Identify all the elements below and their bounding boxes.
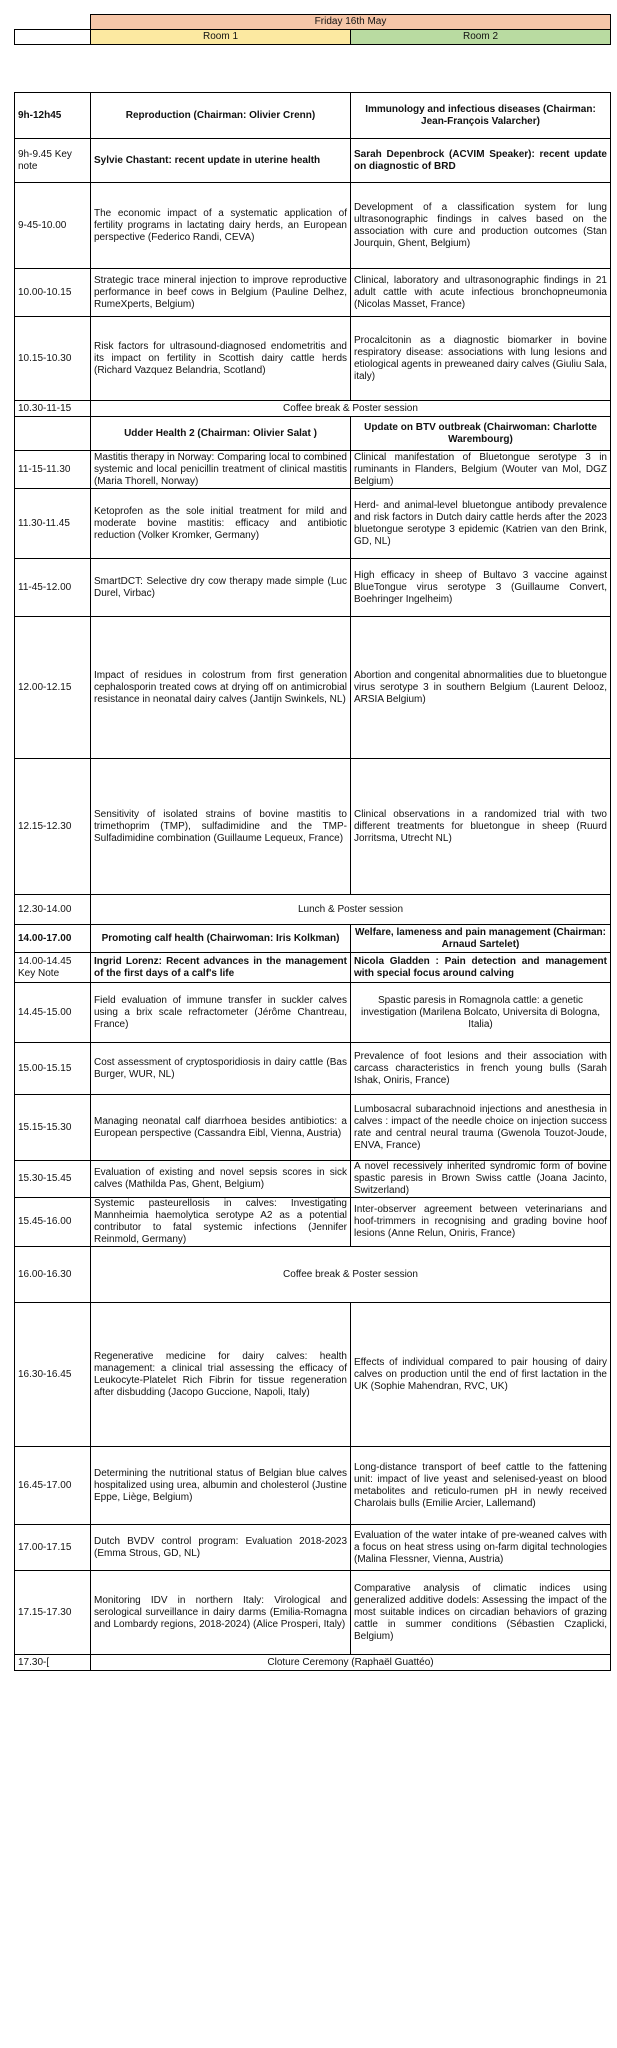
time-slot: 11.30-11.45 [15,489,91,559]
time-slot: 11-45-12.00 [15,559,91,617]
time-slot: 15.45-16.00 [15,1198,91,1247]
room2-header: Room 2 [351,30,611,45]
schedule-row [15,489,611,559]
room2-cell: Clinical, laboratory and ultrasonographic findings in 21 adult cattle with acute infectious bronchopneumonia (Nicolas Masset, France) [351,269,611,317]
schedule-row [15,559,611,617]
schedule-row [15,983,611,1043]
header-spacer [15,15,91,30]
room1-cell: Managing neonatal calf diarrhoea besides antibiotics: a European perspective (Cassandra Eibl, Vienna, Austria) [91,1095,351,1161]
room2-cell: Effects of individual compared to pair housing of dairy calves on production until the end of first lactation in the UK (Sophie Mahendran, RVC, UK) [351,1303,611,1447]
time-slot: 9h-12h45 [15,93,91,139]
schedule-row [15,1655,611,1671]
room2-cell: Development of a classification system for lung ultrasonographic findings in calves based on the association with cure and production outcomes (Stan Jourquin, Ghent, Belgium) [351,183,611,269]
room2-cell: Immunology and infectious diseases (Chairman: Jean-François Valarcher) [351,93,611,139]
room1-cell: Systemic pasteurellosis in calves: Investigating Mannheimia haemolytica serotype A2 as a potential contributor to fatal systemic infections (Jennifer Reinmold, Germany) [91,1198,351,1247]
room2-cell: A novel recessively inherited syndromic form of bovine spastic paresis in Brown Swiss cattle (Joana Jacinto, Switzerland) [351,1161,611,1198]
room1-cell: Regenerative medicine for dairy calves: health management: a clinical trial assessing the efficacy of Leukocyte-Platelet Rich Fibrin for tissue regeneration after disbudding (Jacopo Guccione, Napoli, Italy) [91,1303,351,1447]
schedule-row [15,1198,611,1247]
schedule-row [15,1303,611,1447]
room1-cell: Evaluation of existing and novel sepsis scores in sick calves (Mathilda Pas, Ghent, Belgium) [91,1161,351,1198]
room2-cell: Prevalence of foot lesions and their association with carcass characteristics in french young bulls (Sarah Ishak, Oniris, France) [351,1043,611,1095]
room1-cell: Promoting calf health (Chairwoman: Iris Kolkman) [91,925,351,953]
room2-cell: Comparative analysis of climatic indices using generalized additive dodels: Assessing the impact of the most suitable indices on circadian behaviors of grazing cattle in summer conditions (Sébastien Czaplicki, Belgium) [351,1571,611,1655]
room2-cell: Spastic paresis in Romagnola cattle: a genetic investigation (Marilena Bolcato, Universita di Bologna, Italia) [351,983,611,1043]
room2-cell: Evaluation of the water intake of pre-weaned calves with a focus on heat stress using on-farm digital technologies (Malina Flessner, Vienna, Austria) [351,1525,611,1571]
schedule-row [15,953,611,983]
schedule-row [15,925,611,953]
day-title: Friday 16th May [91,15,611,30]
schedule-row [15,93,611,139]
time-slot: 15.15-15.30 [15,1095,91,1161]
room1-cell: Determining the nutritional status of Belgian blue calves hospitalized using urea, albumin and cholesterol (Justine Eppe, Liège, Belgium) [91,1447,351,1525]
schedule-row [15,759,611,895]
time-slot: 17.00-17.15 [15,1525,91,1571]
time-slot: 10.15-10.30 [15,317,91,401]
schedule-row [15,1095,611,1161]
room2-cell: Sarah Depenbrock (ACVIM Speaker): recent update on diagnostic of BRD [351,139,611,183]
time-slot: 12.30-14.00 [15,895,91,925]
room1-cell: Sensitivity of isolated strains of bovine mastitis to trimethoprim (TMP), sulfadimidine and the TMP-Sulfadimidine combination (Guillaume Lequeux, France) [91,759,351,895]
room1-cell: Reproduction (Chairman: Olivier Crenn) [91,93,351,139]
schedule-row [15,401,611,417]
room2-cell: Welfare, lameness and pain management (Chairman: Arnaud Sartelet) [351,925,611,953]
room1-cell: Dutch BVDV control program: Evaluation 2018-2023 (Emma Strous, GD, NL) [91,1525,351,1571]
time-slot: 9-45-10.00 [15,183,91,269]
room1-cell: Cost assessment of cryptosporidiosis in dairy cattle (Bas Burger, WUR, NL) [91,1043,351,1095]
room1-cell: The economic impact of a systematic application of fertility programs in lactating dairy herds, an European perspective (Federico Randi, CEVA) [91,183,351,269]
room2-cell: Clinical manifestation of Bluetongue serotype 3 in ruminants in Flanders, Belgium (Wouter van Mol, DGZ Belgium) [351,451,611,489]
time-slot: 16.30-16.45 [15,1303,91,1447]
room2-cell: Abortion and congenital abnormalities due to bluetongue virus serotype 3 in southern Belgium (Laurent Delooz, ARSIA Belgium) [351,617,611,759]
room2-cell: Procalcitonin as a diagnostic biomarker in bovine respiratory disease: associations with lung lesions and etiological agents in preweaned dairy calves (Giuliu Sala, italy) [351,317,611,401]
room1-cell: Mastitis therapy in Norway: Comparing local to combined systemic and local penicillin treatment of clinical mastitis (Maria Thorell, Norway) [91,451,351,489]
header-time-blank [15,30,91,45]
room1-cell: Sylvie Chastant: recent update in uterine health [91,139,351,183]
time-slot: 15.00-15.15 [15,1043,91,1095]
room1-cell: Strategic trace mineral injection to improve reproductive performance in beef cows in Belgium (Pauline Delhez, RumeXperts, Belgium) [91,269,351,317]
schedule-table [14,92,611,1671]
schedule-row [15,317,611,401]
time-slot: 16.45-17.00 [15,1447,91,1525]
schedule-header [14,14,611,45]
room1-cell: Monitoring IDV in northern Italy: Virological and serological surveillance in dairy darms (Emilia-Romagna and Lombardy regions, 2018-2024) (Alice Prosperi, Italy) [91,1571,351,1655]
schedule-row [15,1571,611,1655]
schedule-row [15,417,611,451]
room2-cell: High efficacy in sheep of Bultavo 3 vaccine against BlueTongue virus serotype 3 (Guillaume Convert, Boehringer Ingelheim) [351,559,611,617]
room2-cell: Clinical observations in a randomized trial with two different treatments for bluetongue in sheep (Ruurd Jorritsma, Utrecht NL) [351,759,611,895]
schedule-row [15,269,611,317]
time-slot: 9h-9.45 Key note [15,139,91,183]
time-slot: 14.00-14.45 Key Note [15,953,91,983]
schedule-row [15,139,611,183]
schedule-row [15,183,611,269]
time-slot: 17.30-[ [15,1655,91,1671]
time-slot: 11-15-11.30 [15,451,91,489]
schedule-row [15,895,611,925]
room2-cell: Lumbosacral subarachnoid injections and anesthesia in calves : impact of the needle choice on injection success rate and central neural trauma (Gwenola Touzot-Joude, ENVA, France) [351,1095,611,1161]
time-slot: 17.15-17.30 [15,1571,91,1655]
break-label: Cloture Ceremony (Raphaël Guattéo) [91,1655,611,1671]
time-slot: 15.30-15.45 [15,1161,91,1198]
room1-cell: Udder Health 2 (Chairman: Olivier Salat ) [91,417,351,451]
break-label: Lunch & Poster session [91,895,611,925]
room2-cell: Nicola Gladden : Pain detection and management with special focus around calving [351,953,611,983]
schedule-row [15,1247,611,1303]
time-slot: 16.00-16.30 [15,1247,91,1303]
schedule-row [15,617,611,759]
schedule-row [15,1043,611,1095]
schedule-row [15,1161,611,1198]
schedule-row [15,1525,611,1571]
room2-cell: Long-distance transport of beef cattle to the fattening unit: impact of live yeast and selenised-yeast on blood metabolites and reticulo-rumen pH in newly received Charolais bulls (Emilie Arcier, Lallemand) [351,1447,611,1525]
time-slot: 14.45-15.00 [15,983,91,1043]
room1-cell: SmartDCT: Selective dry cow therapy made simple (Luc Durel, Virbac) [91,559,351,617]
room1-cell: Ingrid Lorenz: Recent advances in the management of the first days of a calf's life [91,953,351,983]
time-slot: 12.15-12.30 [15,759,91,895]
time-slot [15,417,91,451]
schedule-row [15,1447,611,1525]
time-slot: 12.00-12.15 [15,617,91,759]
room1-cell: Ketoprofen as the sole initial treatment for mild and moderate bovine mastitis: efficacy and antibiotic reduction (Volker Kromker, Germany) [91,489,351,559]
break-label: Coffee break & Poster session [91,401,611,417]
time-slot: 10.30-11-15 [15,401,91,417]
schedule-row [15,451,611,489]
room2-cell: Update on BTV outbreak (Chairwoman: Charlotte Warembourg) [351,417,611,451]
room1-cell: Field evaluation of immune transfer in suckler calves using a brix scale refractometer (Jérôme Chantreau, France) [91,983,351,1043]
room1-cell: Impact of residues in colostrum from first generation cephalosporin treated cows at drying off on antimicrobial resistance in neonatal dairy calves (Jantijn Swinkels, NL) [91,617,351,759]
room1-cell: Risk factors for ultrasound-diagnosed endometritis and its impact on fertility in Scottish dairy cattle herds (Richard Vazquez Belandria, Scotland) [91,317,351,401]
time-slot: 10.00-10.15 [15,269,91,317]
room2-cell: Inter-observer agreement between veterinarians and hoof-trimmers in recognising and grading bovine hoof lesions (Anne Relun, Oniris, France) [351,1198,611,1247]
time-slot: 14.00-17.00 [15,925,91,953]
room1-header: Room 1 [91,30,351,45]
room2-cell: Herd- and animal-level bluetongue antibody prevalence and risk factors in Dutch dairy cattle herds after the 2023 bluetongue serotype 3 epidemic (Katrien van den Brink, GD, NL) [351,489,611,559]
break-label: Coffee break & Poster session [91,1247,611,1303]
